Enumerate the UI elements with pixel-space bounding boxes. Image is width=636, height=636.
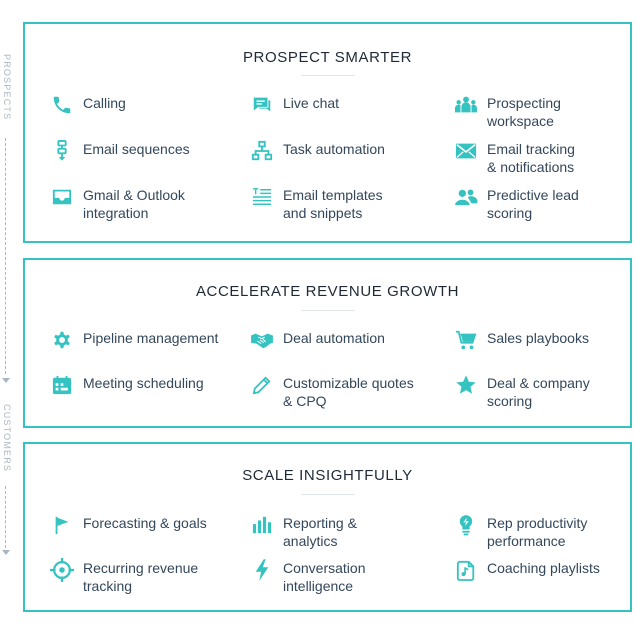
section-prospect-smarter [23, 22, 632, 243]
rail-label-prospects: PROSPECTS [2, 54, 12, 121]
feature-conversation-intelligence [249, 557, 429, 597]
hierarchy-icon [249, 138, 275, 164]
cart-icon [453, 327, 479, 353]
rail-label-customers: CUSTOMERS [2, 404, 12, 473]
feature-label: Email sequences [83, 141, 190, 157]
lightning-icon [249, 557, 275, 583]
bar-chart-icon [249, 512, 275, 538]
feature-label: Customizable quotes & CPQ [283, 375, 414, 409]
calendar-icon [49, 372, 75, 398]
feature-label: Meeting scheduling [83, 375, 204, 391]
feature-meeting-scheduling [49, 372, 239, 412]
feature-label: Email templates and snippets [283, 187, 383, 221]
section-title: ACCELERATE REVENUE GROWTH [195, 283, 460, 300]
feature-label: Deal & company scoring [487, 375, 590, 409]
feature-label: Conversation intelligence [283, 560, 366, 594]
feature-reporting-analytics [249, 512, 429, 552]
section-title: PROSPECT SMARTER [242, 49, 413, 66]
feature-calling [49, 92, 229, 132]
feature-forecasting-goals [49, 512, 239, 552]
gear-icon [49, 327, 75, 353]
star-icon [453, 372, 479, 398]
title-divider [301, 494, 355, 495]
rail-arrow-down-icon [2, 378, 10, 383]
handshake-icon [249, 327, 275, 353]
inbox-icon [49, 184, 75, 210]
feature-live-chat [249, 92, 429, 132]
feature-deal-company-scoring [453, 372, 623, 412]
feature-prospecting-workspace [453, 92, 623, 132]
feature-label: Calling [83, 95, 126, 111]
section-accelerate-revenue-growth [23, 258, 632, 428]
rail-dashed-line-bottom [5, 486, 6, 548]
feature-label: Prospecting workspace [487, 95, 561, 129]
team-icon [453, 92, 479, 118]
feature-label: Task automation [283, 141, 385, 157]
feature-recurring-revenue [49, 557, 239, 597]
feature-label: Recurring revenue tracking [83, 560, 199, 594]
feature-label: Forecasting & goals [83, 515, 207, 531]
feature-label: Rep productivity performance [487, 515, 588, 549]
feature-email-templates [249, 184, 429, 224]
feature-predictive-lead-scoring [453, 184, 623, 224]
feature-label: Coaching playlists [487, 560, 600, 576]
feature-pipeline-management [49, 327, 239, 367]
music-note-icon [453, 557, 479, 583]
feature-coaching-playlists [453, 557, 623, 597]
feature-email-tracking [453, 138, 623, 178]
section-title: SCALE INSIGHTFULLY [242, 467, 413, 484]
target-icon [49, 557, 75, 583]
feature-label: Reporting & analytics [283, 515, 357, 549]
feature-label: Pipeline management [83, 330, 219, 346]
template-icon [249, 184, 275, 210]
feature-gmail-outlook [49, 184, 229, 224]
feature-task-automation [249, 138, 429, 178]
sequence-icon [49, 138, 75, 164]
phone-icon [49, 92, 75, 118]
envelope-icon [453, 138, 479, 164]
section-scale-insightfully [23, 442, 632, 612]
feature-rep-productivity [453, 512, 623, 552]
contacts-icon [453, 184, 479, 210]
feature-label: Sales playbooks [487, 330, 589, 346]
chat-icon [249, 92, 275, 118]
pencil-icon [249, 372, 275, 398]
feature-email-sequences [49, 138, 229, 178]
rail-dashed-line-top [5, 138, 6, 374]
title-divider [301, 310, 355, 311]
feature-deal-automation [249, 327, 429, 367]
feature-customizable-quotes [249, 372, 429, 412]
rail-arrow-down-icon [2, 550, 10, 555]
feature-label: Deal automation [283, 330, 385, 346]
feature-label: Email tracking & notifications [487, 141, 575, 175]
feature-label: Live chat [283, 95, 340, 111]
feature-label: Gmail & Outlook integration [83, 187, 185, 221]
feature-label: Predictive lead scoring [487, 187, 579, 221]
title-divider [301, 75, 355, 76]
lightbulb-icon [453, 512, 479, 538]
flag-icon [49, 512, 75, 538]
feature-sales-playbooks [453, 327, 623, 367]
